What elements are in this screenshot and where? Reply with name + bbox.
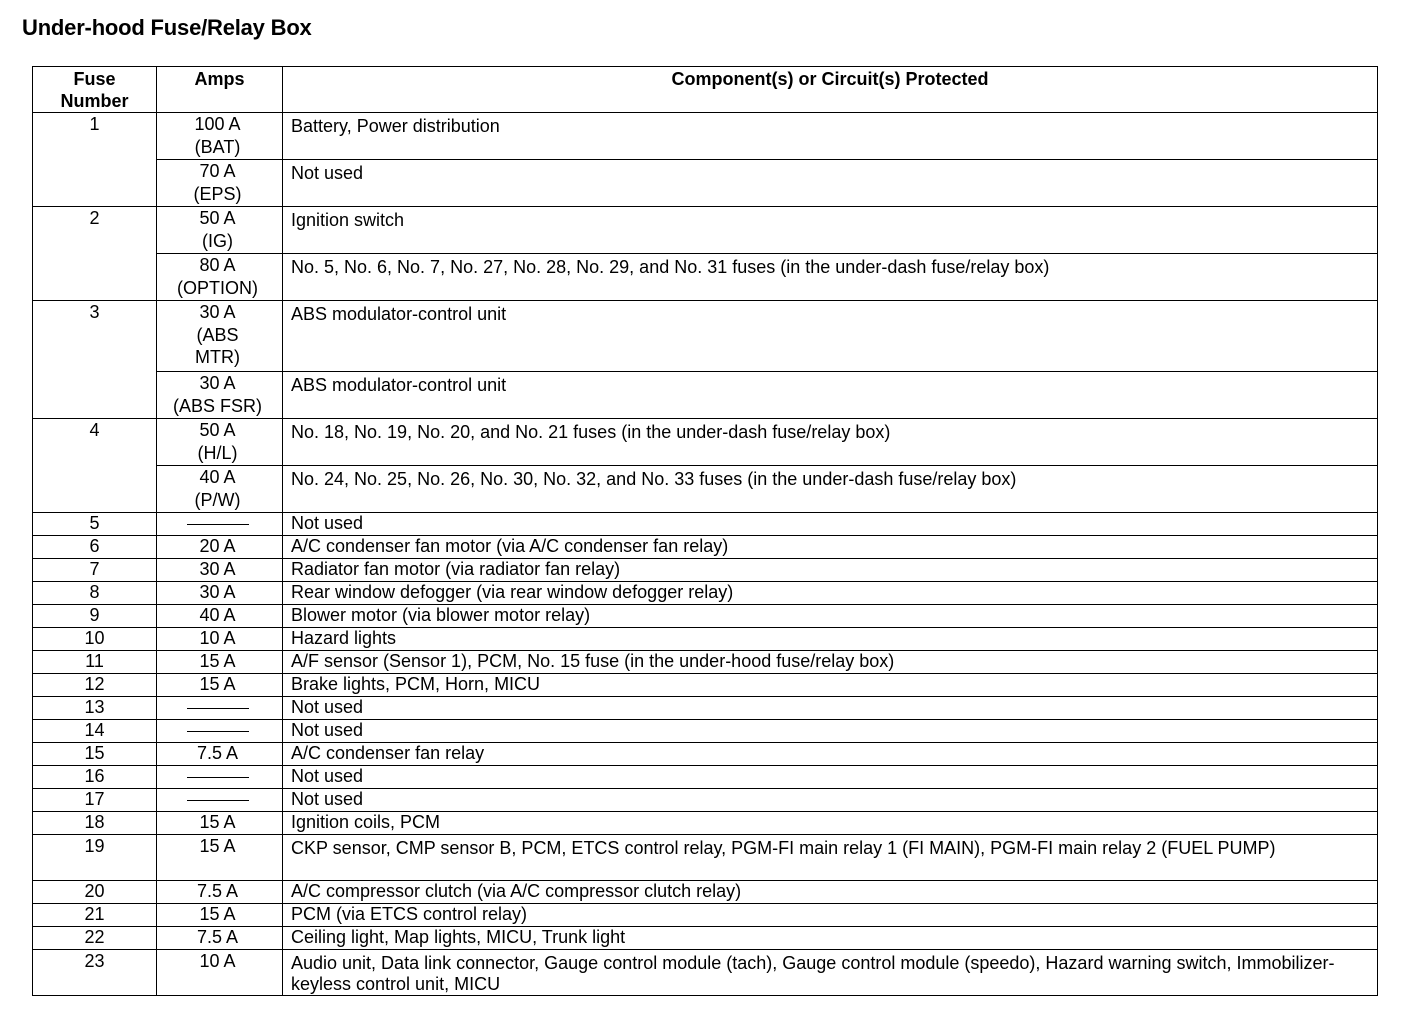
table-row	[33, 605, 1378, 628]
component-cell: Not used	[283, 513, 1378, 536]
component-cell: No. 24, No. 25, No. 26, No. 30, No. 32, and No. 33 fuses (in the under-dash fuse/relay box)	[283, 466, 1378, 513]
amps-cell	[157, 628, 283, 651]
component-cell: Not used	[283, 789, 1378, 812]
amps-cell	[157, 674, 283, 697]
fuse-number-cell: 12	[33, 674, 157, 697]
amps-cell	[157, 743, 283, 766]
fuse-number-cell: 2	[33, 207, 157, 301]
amps-cell	[157, 927, 283, 950]
component-cell: Battery, Power distribution	[283, 113, 1378, 160]
fuse-number-cell: 17	[33, 789, 157, 812]
amps-value: 10 A	[199, 628, 236, 648]
table-row	[33, 582, 1378, 605]
table-row	[33, 881, 1378, 904]
component-cell: Brake lights, PCM, Horn, MICU	[283, 674, 1378, 697]
component-cell: Not used	[283, 766, 1378, 789]
component-cell: A/C compressor clutch (via A/C compressor clutch relay)	[283, 881, 1378, 904]
amps-value: 10 A	[199, 951, 236, 971]
amps-cell	[157, 812, 283, 835]
amps-value: 70 A (EPS)	[193, 161, 242, 204]
component-cell: Audio unit, Data link connector, Gauge control module (tach), Gauge control module (speedo), Hazard warning switch, Immobilizer-keyless control unit, MICU	[283, 950, 1378, 996]
amps-cell	[157, 466, 283, 513]
fuse-number-cell: 11	[33, 651, 157, 674]
amps-cell	[157, 950, 283, 996]
table-row	[33, 559, 1378, 582]
table-row	[33, 950, 1378, 996]
component-cell: Not used	[283, 160, 1378, 207]
amps-value: 15 A	[199, 674, 236, 694]
table-row	[33, 301, 1378, 372]
fuse-number-cell: 6	[33, 536, 157, 559]
component-cell: Rear window defogger (via rear window defogger relay)	[283, 582, 1378, 605]
component-cell: Blower motor (via blower motor relay)	[283, 605, 1378, 628]
header-fuse-number: Fuse Number	[33, 67, 157, 113]
amps-value: 50 A (IG)	[199, 208, 236, 251]
amps-cell	[157, 372, 283, 419]
table-row	[33, 812, 1378, 835]
amps-value: 15 A	[199, 904, 236, 924]
fuse-number-cell: 21	[33, 904, 157, 927]
fuse-number-cell: 23	[33, 950, 157, 996]
fuse-number-cell: 3	[33, 301, 157, 419]
component-cell: A/C condenser fan motor (via A/C condenser fan relay)	[283, 536, 1378, 559]
fuse-number-cell: 9	[33, 605, 157, 628]
fuse-number-cell: 22	[33, 927, 157, 950]
page-title: Under-hood Fuse/Relay Box	[22, 15, 312, 40]
amps-value: 20 A	[199, 536, 236, 556]
amps-cell	[157, 789, 283, 812]
table-row	[33, 835, 1378, 881]
amps-cell	[157, 207, 283, 254]
fuse-number-cell: 1	[33, 113, 157, 207]
amps-cell	[157, 160, 283, 207]
fuse-number-cell: 16	[33, 766, 157, 789]
component-cell: CKP sensor, CMP sensor B, PCM, ETCS control relay, PGM-FI main relay 1 (FI MAIN), PGM-FI main relay 2 (FUEL PUMP)	[283, 835, 1378, 881]
not-rated-dash	[187, 524, 249, 525]
amps-value: 30 A (ABS MTR)	[195, 302, 240, 367]
component-cell: Not used	[283, 697, 1378, 720]
component-cell: ABS modulator-control unit	[283, 301, 1378, 372]
table-row	[33, 674, 1378, 697]
amps-value: 7.5 A	[196, 881, 239, 901]
component-cell: PCM (via ETCS control relay)	[283, 904, 1378, 927]
table-row	[33, 628, 1378, 651]
amps-cell	[157, 559, 283, 582]
table-row	[33, 160, 1378, 207]
component-cell: Radiator fan motor (via radiator fan relay)	[283, 559, 1378, 582]
table-row	[33, 697, 1378, 720]
table-row	[33, 254, 1378, 301]
fuse-number-cell: 20	[33, 881, 157, 904]
fuse-number-cell: 19	[33, 835, 157, 881]
component-cell: ABS modulator-control unit	[283, 372, 1378, 419]
fuse-number-cell: 15	[33, 743, 157, 766]
component-cell: A/C condenser fan relay	[283, 743, 1378, 766]
not-rated-dash	[187, 731, 249, 732]
header-amps: Amps	[157, 67, 283, 113]
amps-value: 15 A	[199, 836, 236, 856]
fuse-number-cell: 4	[33, 419, 157, 513]
amps-value: 50 A (H/L)	[197, 420, 238, 463]
amps-value: 40 A	[199, 605, 236, 625]
not-rated-dash	[187, 777, 249, 778]
table-row	[33, 536, 1378, 559]
table-row	[33, 651, 1378, 674]
amps-cell	[157, 605, 283, 628]
table-row	[33, 113, 1378, 160]
amps-value: 80 A (OPTION)	[177, 255, 258, 298]
fuse-number-cell: 8	[33, 582, 157, 605]
component-cell: Ignition coils, PCM	[283, 812, 1378, 835]
amps-cell	[157, 254, 283, 301]
not-rated-dash	[187, 708, 249, 709]
table-row	[33, 513, 1378, 536]
fuse-table	[32, 66, 1378, 996]
not-rated-dash	[187, 800, 249, 801]
table-row	[33, 904, 1378, 927]
amps-cell	[157, 536, 283, 559]
fuse-number-cell: 10	[33, 628, 157, 651]
fuse-number-cell: 13	[33, 697, 157, 720]
amps-value: 30 A	[199, 582, 236, 602]
component-cell: Hazard lights	[283, 628, 1378, 651]
amps-value: 7.5 A	[196, 927, 239, 947]
amps-cell	[157, 881, 283, 904]
amps-cell	[157, 301, 283, 372]
amps-value: 15 A	[199, 651, 236, 671]
amps-cell	[157, 113, 283, 160]
amps-cell	[157, 419, 283, 466]
component-cell: Ceiling light, Map lights, MICU, Trunk light	[283, 927, 1378, 950]
component-cell: Not used	[283, 720, 1378, 743]
table-row	[33, 466, 1378, 513]
table-row	[33, 789, 1378, 812]
fuse-number-cell: 5	[33, 513, 157, 536]
amps-value: 100 A (BAT)	[194, 114, 241, 157]
component-cell: Ignition switch	[283, 207, 1378, 254]
amps-value: 7.5 A	[196, 743, 239, 763]
fuse-number-cell: 7	[33, 559, 157, 582]
table-row	[33, 372, 1378, 419]
table-row	[33, 927, 1378, 950]
table-row	[33, 207, 1378, 254]
amps-value: 40 A (P/W)	[194, 467, 241, 510]
amps-cell	[157, 582, 283, 605]
amps-cell	[157, 904, 283, 927]
amps-cell	[157, 766, 283, 789]
amps-value: 30 A	[199, 559, 236, 579]
amps-cell	[157, 513, 283, 536]
fuse-number-cell: 14	[33, 720, 157, 743]
header-component: Component(s) or Circuit(s) Protected	[283, 67, 1378, 113]
amps-cell	[157, 720, 283, 743]
fuse-number-cell: 18	[33, 812, 157, 835]
component-cell: A/F sensor (Sensor 1), PCM, No. 15 fuse (in the under-hood fuse/relay box)	[283, 651, 1378, 674]
table-body	[33, 113, 1378, 996]
table-row	[33, 766, 1378, 789]
amps-value: 15 A	[199, 812, 236, 832]
component-cell: No. 18, No. 19, No. 20, and No. 21 fuses (in the under-dash fuse/relay box)	[283, 419, 1378, 466]
amps-value: 30 A (ABS FSR)	[172, 373, 262, 416]
table-header-row	[33, 67, 1378, 113]
table-row	[33, 419, 1378, 466]
table-row	[33, 743, 1378, 766]
component-cell: No. 5, No. 6, No. 7, No. 27, No. 28, No. 29, and No. 31 fuses (in the under-dash fuse/relay box)	[283, 254, 1378, 301]
amps-cell	[157, 835, 283, 881]
amps-cell	[157, 651, 283, 674]
table-row	[33, 720, 1378, 743]
amps-cell	[157, 697, 283, 720]
